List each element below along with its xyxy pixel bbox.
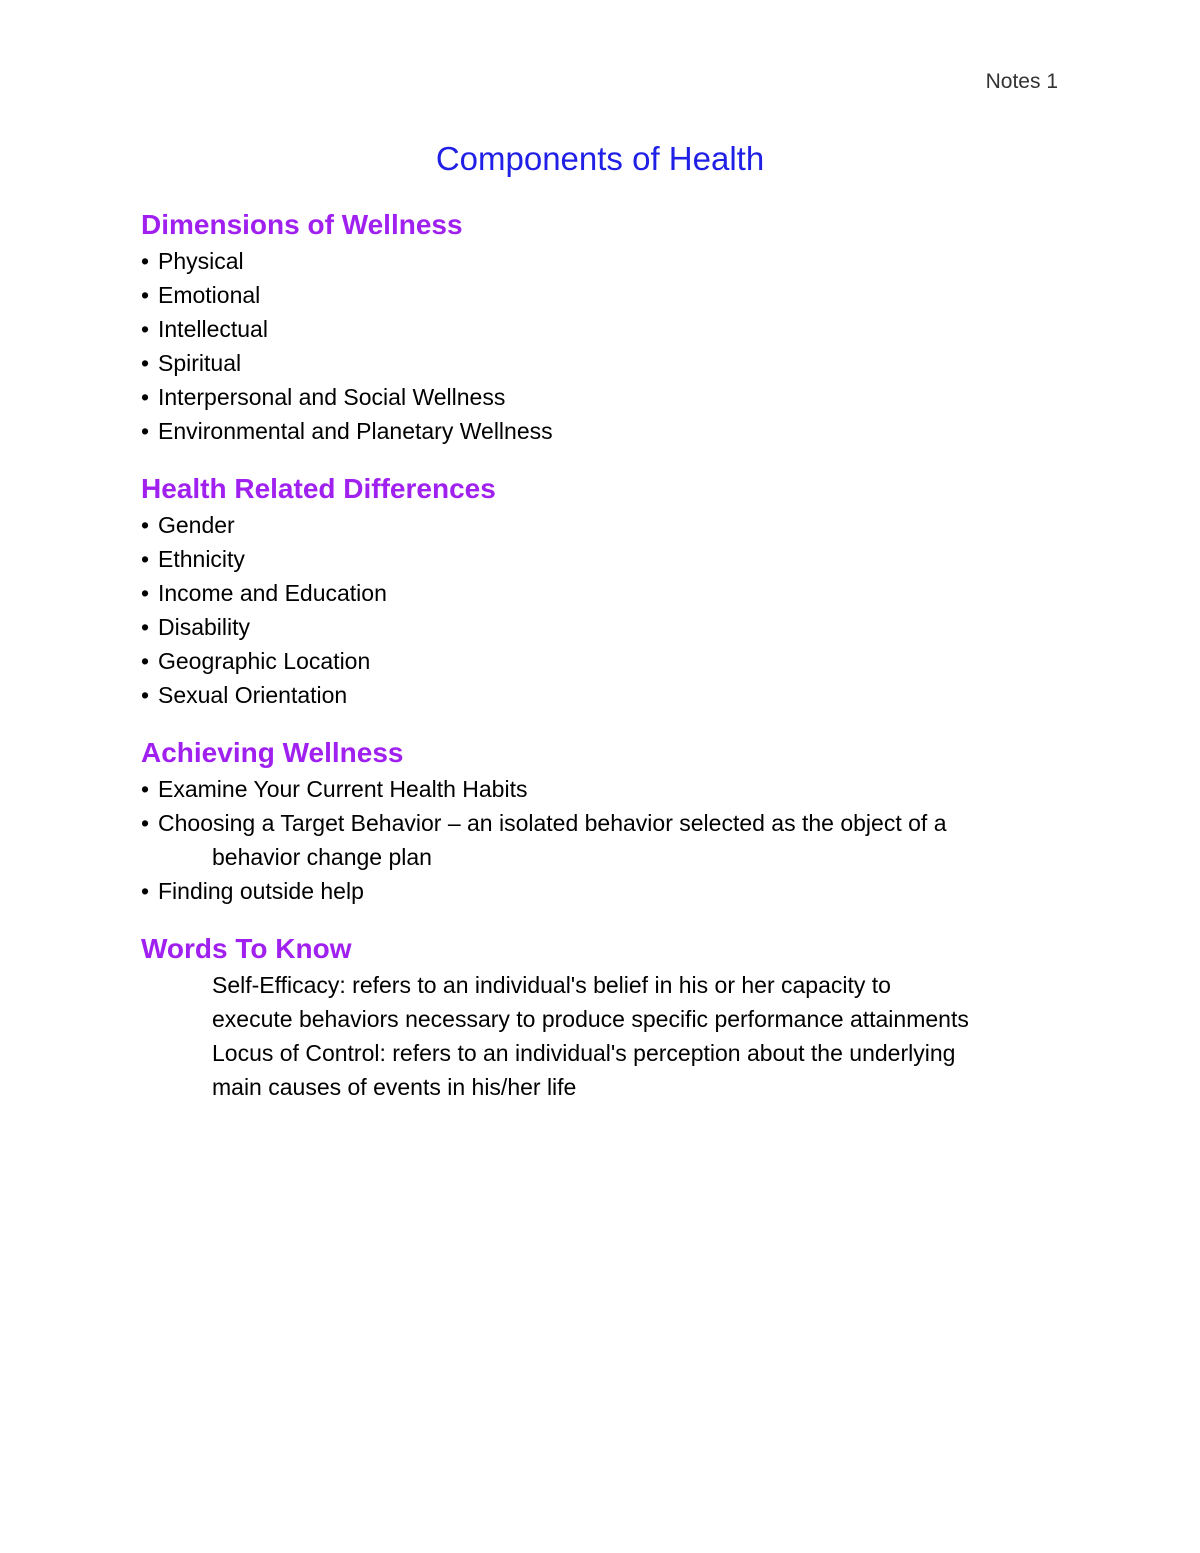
list-item: [141, 542, 1071, 576]
section-heading: Health Related Differences: [141, 473, 496, 504]
definition-line: main causes of events in his/her life: [212, 1074, 577, 1100]
list-item: [141, 806, 1071, 874]
list-item-text: Geographic Location: [158, 648, 371, 674]
section-health-related-differences: [141, 470, 1071, 712]
section-heading: Dimensions of Wellness: [141, 209, 463, 240]
list-item-text: Physical: [158, 248, 244, 274]
bullet-icon: •: [141, 580, 150, 606]
document-body: [141, 206, 1071, 1126]
list-item-text: Intellectual: [158, 316, 268, 342]
bullet-icon: •: [141, 776, 150, 802]
section-dimensions-of-wellness: [141, 206, 1071, 448]
list-item: [141, 874, 1071, 908]
bullet-icon: •: [141, 810, 150, 836]
bullet-list: [141, 508, 1071, 712]
bullet-icon: •: [141, 350, 150, 376]
bullet-list: [141, 244, 1071, 448]
list-item-text: Ethnicity: [158, 546, 245, 572]
bullet-icon: •: [141, 512, 150, 538]
list-item: [141, 244, 1071, 278]
list-item: [141, 346, 1071, 380]
definition-line: Locus of Control: refers to an individual's perception about the underlying: [212, 1040, 956, 1066]
list-item: [141, 678, 1071, 712]
bullet-icon: •: [141, 418, 150, 444]
section-heading: Words To Know: [141, 933, 352, 964]
bullet-icon: •: [141, 248, 150, 274]
list-item: [141, 380, 1071, 414]
list-item-text: Choosing a Target Behavior – an isolated behavior selected as the object of a: [158, 810, 947, 836]
list-item-text: Finding outside help: [158, 878, 364, 904]
document-title: Components of Health: [435, 140, 765, 177]
list-item-text: Disability: [158, 614, 251, 640]
bullet-list: [141, 772, 1071, 908]
list-item-text: Environmental and Planetary Wellness: [158, 418, 553, 444]
list-item-text: Sexual Orientation: [158, 682, 348, 708]
section-achieving-wellness: [141, 734, 1071, 908]
bullet-icon: •: [141, 282, 150, 308]
list-item-continuation: behavior change plan: [212, 844, 432, 870]
list-item: [141, 508, 1071, 542]
definition-line: Self-Efficacy: refers to an individual's belief in his or her capacity to: [212, 972, 891, 998]
bullet-icon: •: [141, 316, 150, 342]
definitions-block: [141, 968, 1071, 1104]
bullet-icon: •: [141, 546, 150, 572]
list-item: [141, 610, 1071, 644]
list-item: [141, 576, 1071, 610]
list-item-text: Examine Your Current Health Habits: [158, 776, 528, 802]
list-item-text: Gender: [158, 512, 235, 538]
bullet-icon: •: [141, 682, 150, 708]
list-item-text: Emotional: [158, 282, 261, 308]
list-item: [141, 278, 1071, 312]
definition-line: execute behaviors necessary to produce specific performance attainments: [212, 1006, 969, 1032]
section-words-to-know: [141, 930, 1071, 1104]
list-item: [141, 312, 1071, 346]
list-item: [141, 644, 1071, 678]
list-item-text: Income and Education: [158, 580, 387, 606]
list-item-text: Interpersonal and Social Wellness: [158, 384, 506, 410]
list-item: [141, 414, 1071, 448]
list-item: [141, 772, 1071, 806]
bullet-icon: •: [141, 384, 150, 410]
bullet-icon: •: [141, 614, 150, 640]
bullet-icon: •: [141, 648, 150, 674]
page-number-label: Notes 1: [985, 70, 1058, 93]
list-item-text: Spiritual: [158, 350, 242, 376]
bullet-icon: •: [141, 878, 150, 904]
section-heading: Achieving Wellness: [141, 737, 404, 768]
